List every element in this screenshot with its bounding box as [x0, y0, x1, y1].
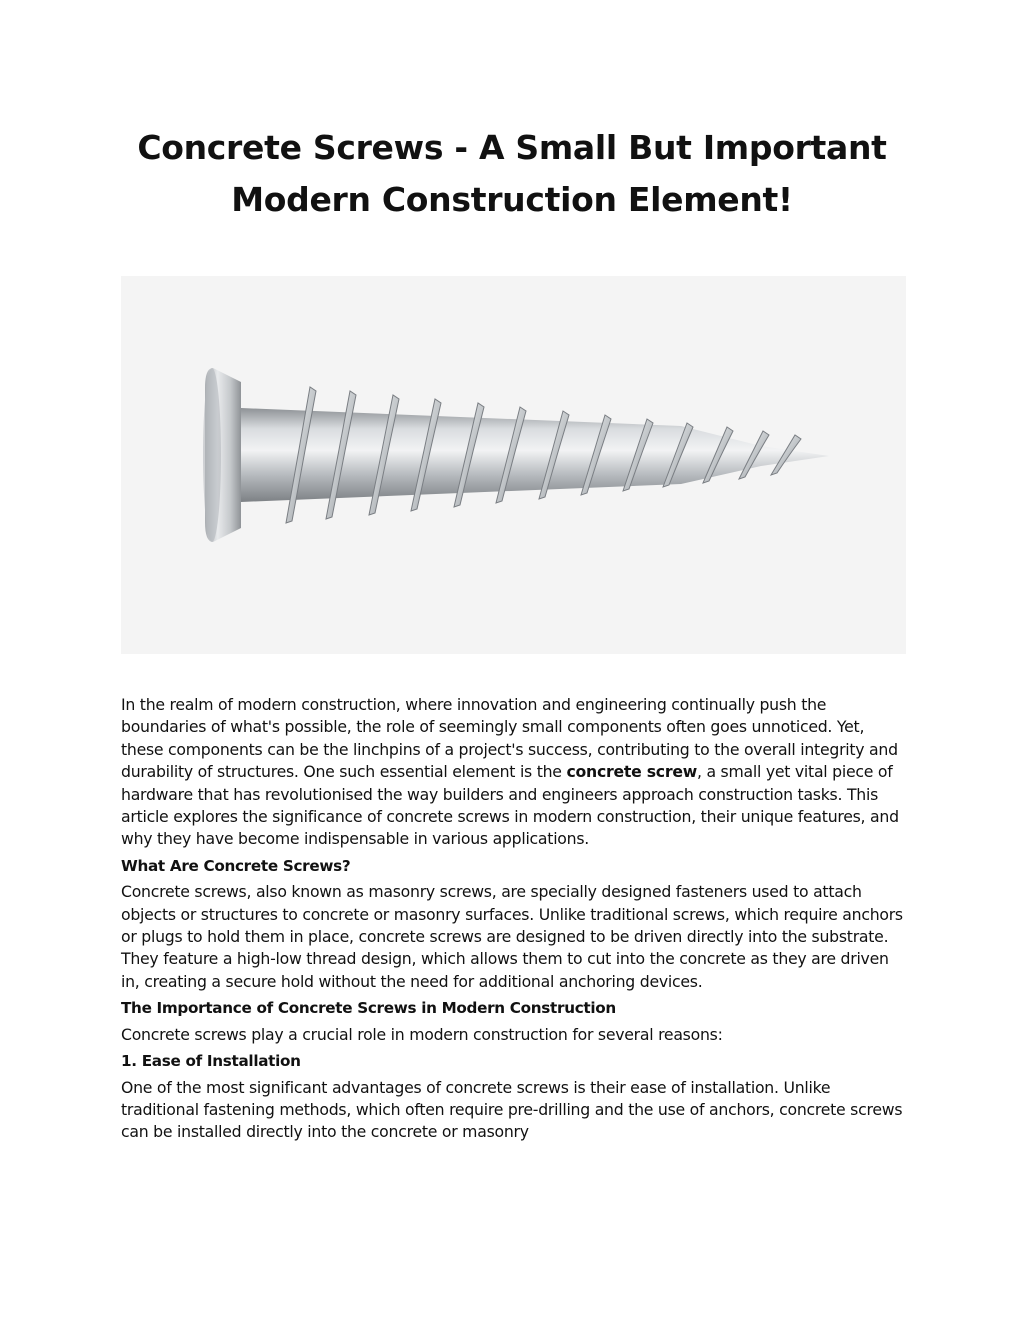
hero-image — [121, 276, 906, 654]
section-body-ease-of-installation: One of the most significant advantages of concrete screws is their ease of installation. Unlike traditional fastening methods, which often require pre-drilling and the use of anchors, concrete screws can be installed directly into the concrete or masonry — [121, 1077, 903, 1142]
title-line-1: Concrete Screws - A Small But Important — [137, 128, 887, 167]
section-body-what-are: Concrete screws, also known as masonry screws, are specially designed fasteners used to attach objects or structures to concrete or masonry surfaces. Unlike traditional screws, which require anchors or plugs to hold them in place, concrete screws are designed to be driven directly into the substrate. They feature a high-low thread design, which allows them to cut into the concrete as they are driven in, creating a secure hold without the need for additional anchoring devices. — [121, 882, 903, 991]
section-heading-ease-of-installation: 1. Ease of Installation — [121, 1052, 301, 1071]
section-heading-what-are: What Are Concrete Screws? — [121, 856, 351, 875]
intro-paragraph: In the realm of modern construction, where innovation and engineering continually push the boundaries of what's possible, the role of seemingly small components often goes unnoticed. Yet, these components can be the linchpins of a project's success, contributing to the overall integrity and durability of structures. One such essential element is the concrete screw, a small yet vital piece of hardware that has revolutionised the way builders and engineers approach construction tasks. This article explores the significance of concrete screws in modern construction, their unique features, and why they have become indispensable in various applications. — [121, 695, 899, 849]
section-heading-importance: The Importance of Concrete Screws in Modern Construction — [121, 999, 616, 1018]
page-title — [120, 122, 904, 226]
title-line-2: Modern Construction Element! — [231, 180, 793, 219]
concrete-screw-icon — [121, 276, 906, 654]
article-body — [121, 694, 906, 1148]
concrete-screw-link-text: concrete screw — [566, 762, 697, 782]
section-body-importance: Concrete screws play a crucial role in modern construction for several reasons: — [121, 1024, 723, 1044]
